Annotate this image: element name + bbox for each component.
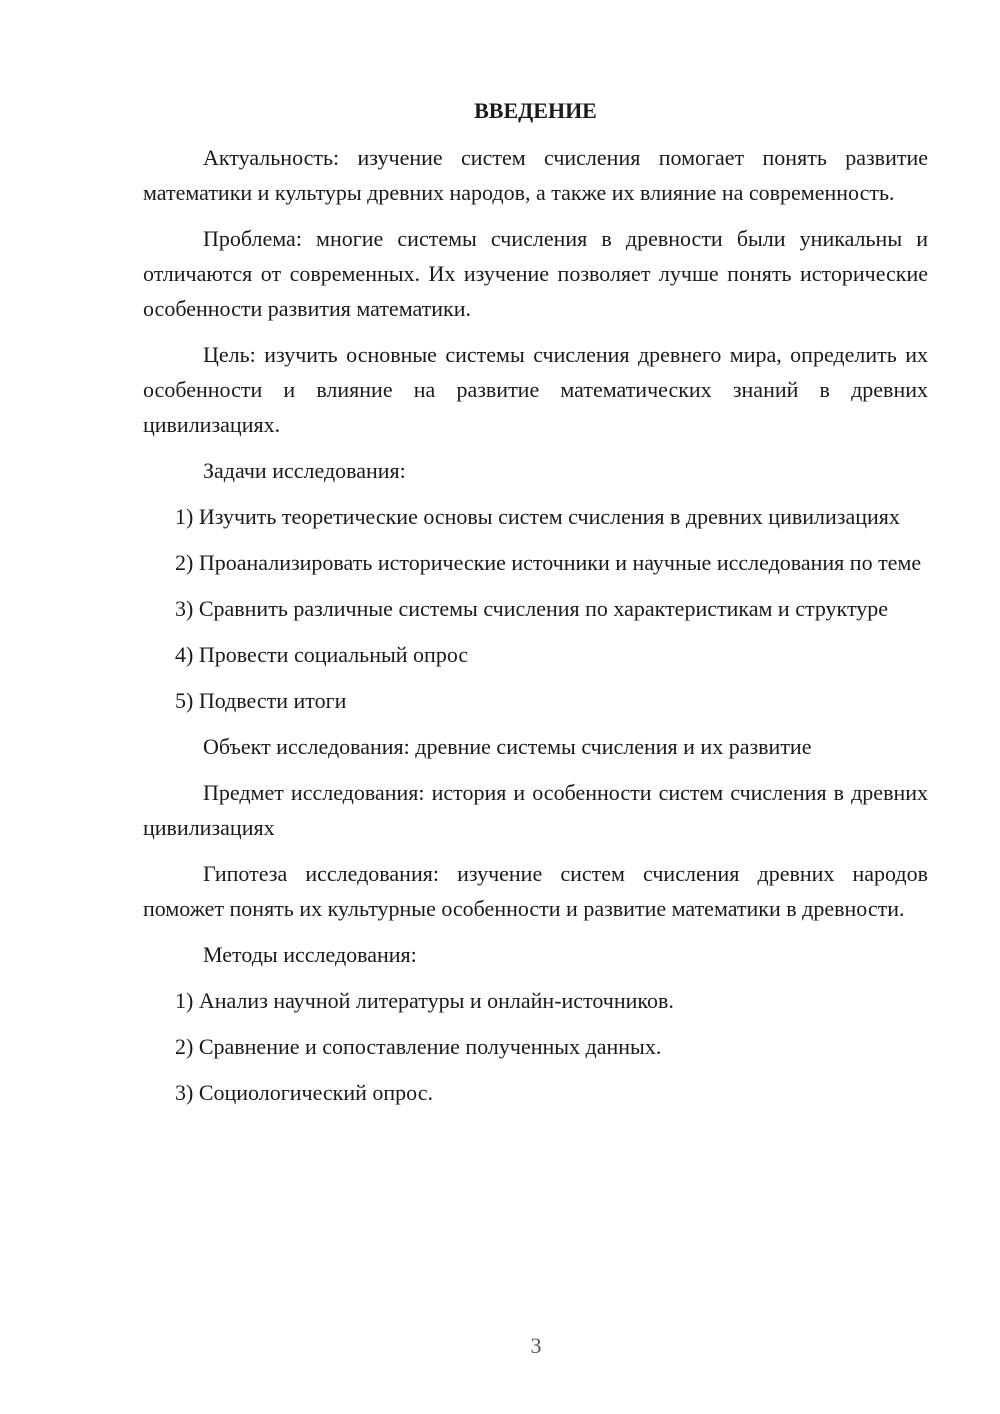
problem-paragraph: Проблема: многие системы счисления в древности были уникальны и отличаются от современных. Их изучение позволяет лучше понять исторические особенности развития математики. — [143, 226, 928, 321]
section-heading: ВВЕДЕНИЕ — [474, 98, 597, 123]
subject-paragraph: Предмет исследования: история и особенности систем счисления в древних цивилизациях — [143, 780, 928, 840]
object-paragraph: Объект исследования: древние системы счисления и их развитие — [203, 734, 812, 759]
task-item: 1) Изучить теоретические основы систем счисления в древних цивилизациях — [175, 504, 900, 529]
goal-paragraph: Цель: изучить основные системы счисления древнего мира, определить их особенности и влияние на развитие математических знаний в древних цивилизациях. — [143, 342, 928, 437]
task-item: 4) Провести социальный опрос — [175, 642, 469, 667]
task-item: 2) Проанализировать исторические источники и научные исследования по теме — [175, 550, 922, 575]
method-item: 1) Анализ научной литературы и онлайн-источников. — [175, 988, 674, 1013]
task-item: 5) Подвести итоги — [175, 688, 347, 713]
method-item: 2) Сравнение и сопоставление полученных данных. — [175, 1034, 662, 1059]
task-item: 3) Сравнить различные системы счисления по характеристикам и структуре — [175, 596, 889, 621]
relevance-paragraph: Актуальность: изучение систем счисления помогает понять развитие математики и культуры древних народов, а также их влияние на современность. — [143, 145, 928, 205]
page-content — [143, 93, 928, 1121]
tasks-heading: Задачи исследования: — [203, 458, 406, 483]
page-number: 3 — [530, 1333, 542, 1358]
hypothesis-paragraph: Гипотеза исследования: изучение систем счисления древних народов поможет понять их культурные особенности и развитие математики в древности. — [143, 861, 928, 921]
methods-heading: Методы исследования: — [203, 942, 417, 967]
method-item: 3) Социологический опрос. — [175, 1080, 433, 1105]
